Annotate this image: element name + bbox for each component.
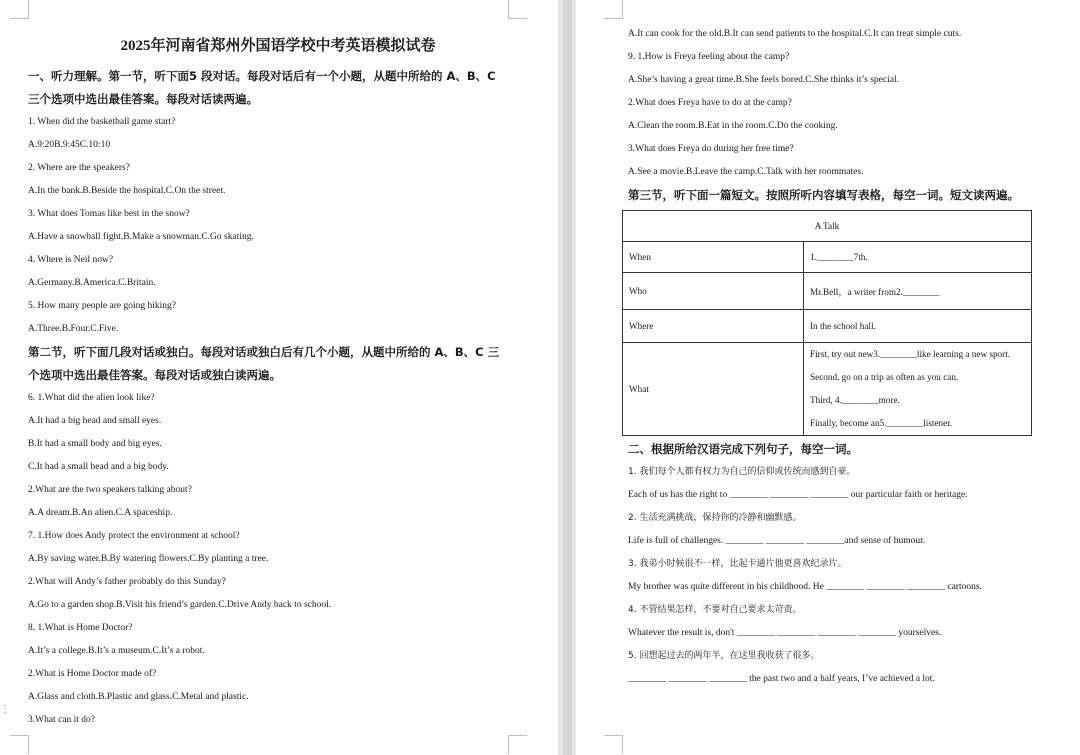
table-value-who: Mr.Bell，a writer from2.________: [804, 273, 1032, 310]
section1-questions: [28, 111, 528, 341]
question-line: 5. How many people are going hiking?: [28, 301, 177, 311]
question-line: 2.What are the two speakers talking about?: [28, 485, 192, 495]
question-line: A.It had a big head and small eyes.: [28, 416, 162, 426]
translation-questions: [628, 461, 1048, 691]
page-gutter: [563, 0, 572, 755]
question-line: A.By saving water.B.By watering flowers.C.By planting a tree.: [28, 554, 269, 564]
talk-table: [622, 210, 1032, 436]
part2-heading-cont: 个选项中选出最佳答案。每段对话或独白读两遍。: [28, 368, 281, 382]
exam-title: 2025年河南省郑州外国语学校中考英语模拟试卷: [120, 38, 436, 54]
table-value-what: [804, 343, 1032, 436]
section2-questions-cont: [628, 23, 1048, 184]
crop-mark: [508, 735, 527, 754]
question-line: 7. 1.How does Andy protect the environment at school?: [28, 531, 240, 541]
table-value-when: 1.________7th.: [804, 242, 1032, 273]
part4-heading: 二、根据所给汉语完成下列句子，每空一词。: [628, 442, 858, 456]
question-line: 2. Where are the speakers?: [28, 163, 130, 173]
question-line: A.Three.B.Four.C.Five.: [28, 324, 119, 334]
part2-heading: 第二节，听下面几段对话或独白。每段对话或独白后有几个小题，从题中所给的 A、B、C 三: [28, 345, 500, 359]
crop-mark: [604, 735, 623, 754]
drag-handle-icon[interactable]: ⋮: [0, 704, 10, 715]
question-line: A.9:20B.9:45C.10:10: [28, 140, 111, 150]
question-line: A.Clean the room.B.Eat in the room.C.Do the cooking.: [628, 121, 838, 131]
question-line: C.It had a small head and a big body.: [28, 462, 169, 472]
question-line: A.See a movie.B.Leave the camp.C.Talk with her roommates.: [628, 167, 864, 177]
question-line: 2.What does Freya have to do at the camp?: [628, 98, 792, 108]
question-line: A.It can cook for the old.B.It can send patients to the hospital.C.It can treat simple cuts.: [628, 29, 962, 39]
table-label-what: What: [623, 343, 804, 436]
crop-mark: [10, 0, 29, 19]
question-line: A.Have a snowball fight.B.Make a snowman.C.Go skating.: [28, 232, 254, 242]
crop-mark: [508, 0, 527, 19]
question-line: Whatever the result is, don't ________ ________ ________ ________ yourselves.: [628, 628, 942, 638]
question-line: 9. 1.How is Freya feeling about the camp?: [628, 52, 790, 62]
question-line: 2. 生活充满挑战，保持你的冷静和幽默感。: [628, 513, 802, 523]
crop-mark: [604, 0, 623, 19]
question-line: 2.What is Home Doctor made of?: [28, 669, 157, 679]
question-line: 4. Where is Neil now?: [28, 255, 114, 265]
question-line: 1. When did the basketball game start?: [28, 117, 176, 127]
what-line: Third, 4.________more.: [810, 395, 900, 405]
what-line: Finally, become an5.________listener.: [810, 418, 953, 428]
what-line: First, try out new3.________like learning a new sport.: [810, 349, 1011, 359]
what-line: Second, go on a trip as often as you can.: [810, 372, 959, 382]
part1-heading: 一、听力理解。第一节，听下面5 段对话。每段对话后有一个小题，从题中所给的 A、B、C: [28, 69, 496, 83]
question-line: A.It’s a college.B.It’s a museum.C.It’s a robot.: [28, 646, 205, 656]
document-page-right: [576, 0, 1080, 755]
table-label-where: Where: [623, 310, 804, 343]
question-line: Each of us has the right to ________ ________ ________ our particular faith or heritage.: [628, 490, 968, 500]
section2-questions: [28, 387, 528, 732]
question-line: Life is full of challenges. ________ ________ ________and sense of humour.: [628, 536, 926, 546]
question-line: B.It had a small body and big eyes.: [28, 439, 162, 449]
question-line: A.Go to a garden shop.B.Visit his friend’s garden.C.Drive Andy back to school.: [28, 600, 332, 610]
question-line: 2.What will Andy’s father probably do this Sunday?: [28, 577, 226, 587]
table-label-who: Who: [623, 273, 804, 310]
question-line: A.Germany.B.America.C.Britain.: [28, 278, 156, 288]
question-line: ________ ________ ________ the past two and a half years, I’ve achieved a lot.: [628, 674, 935, 684]
crop-mark: [10, 735, 29, 754]
question-line: 6. 1.What did the alien look like?: [28, 393, 155, 403]
question-line: 8. 1.What is Home Doctor?: [28, 623, 133, 633]
question-line: A.Glass and cloth.B.Plastic and glass.C.Metal and plastic.: [28, 692, 249, 702]
table-value-where: In the school hall.: [804, 310, 1032, 343]
question-line: My brother was quite different in his childhood. He ________ ________ ________ cartoons.: [628, 582, 982, 592]
question-line: 3. What does Tomas like best in the snow?: [28, 209, 190, 219]
question-line: 5. 回想起过去的两年半，在这里我收获了很多。: [628, 651, 820, 661]
question-line: A.A dream.B.An alien.C.A spaceship.: [28, 508, 173, 518]
part3-heading: 第三节，听下面一篇短文。按照所听内容填写表格，每空一词。短文读两遍。: [628, 188, 1019, 202]
question-line: 3.What does Freya do during her free time?: [628, 144, 794, 154]
question-line: 4. 不管结果怎样，不要对自己要求太苛责。: [628, 605, 802, 615]
question-line: 1. 我们每个人都有权力为自己的信仰或传统而感到自豪。: [628, 467, 856, 477]
question-line: A.In the bank.B.Beside the hospital.C.On the street.: [28, 186, 226, 196]
table-label-when: When: [623, 242, 804, 273]
question-line: 3. 我弟小时候很不一样，比起卡通片他更喜欢纪录片。: [628, 559, 847, 569]
part1-heading-cont: 三个选项中选出最佳答案。每段对话读两遍。: [28, 92, 258, 106]
question-line: A.She’s having a great time.B.She feels bored.C.She thinks it’s special.: [628, 75, 899, 85]
table-header: A Talk: [623, 211, 1032, 242]
question-line: 3.What can it do?: [28, 715, 96, 725]
